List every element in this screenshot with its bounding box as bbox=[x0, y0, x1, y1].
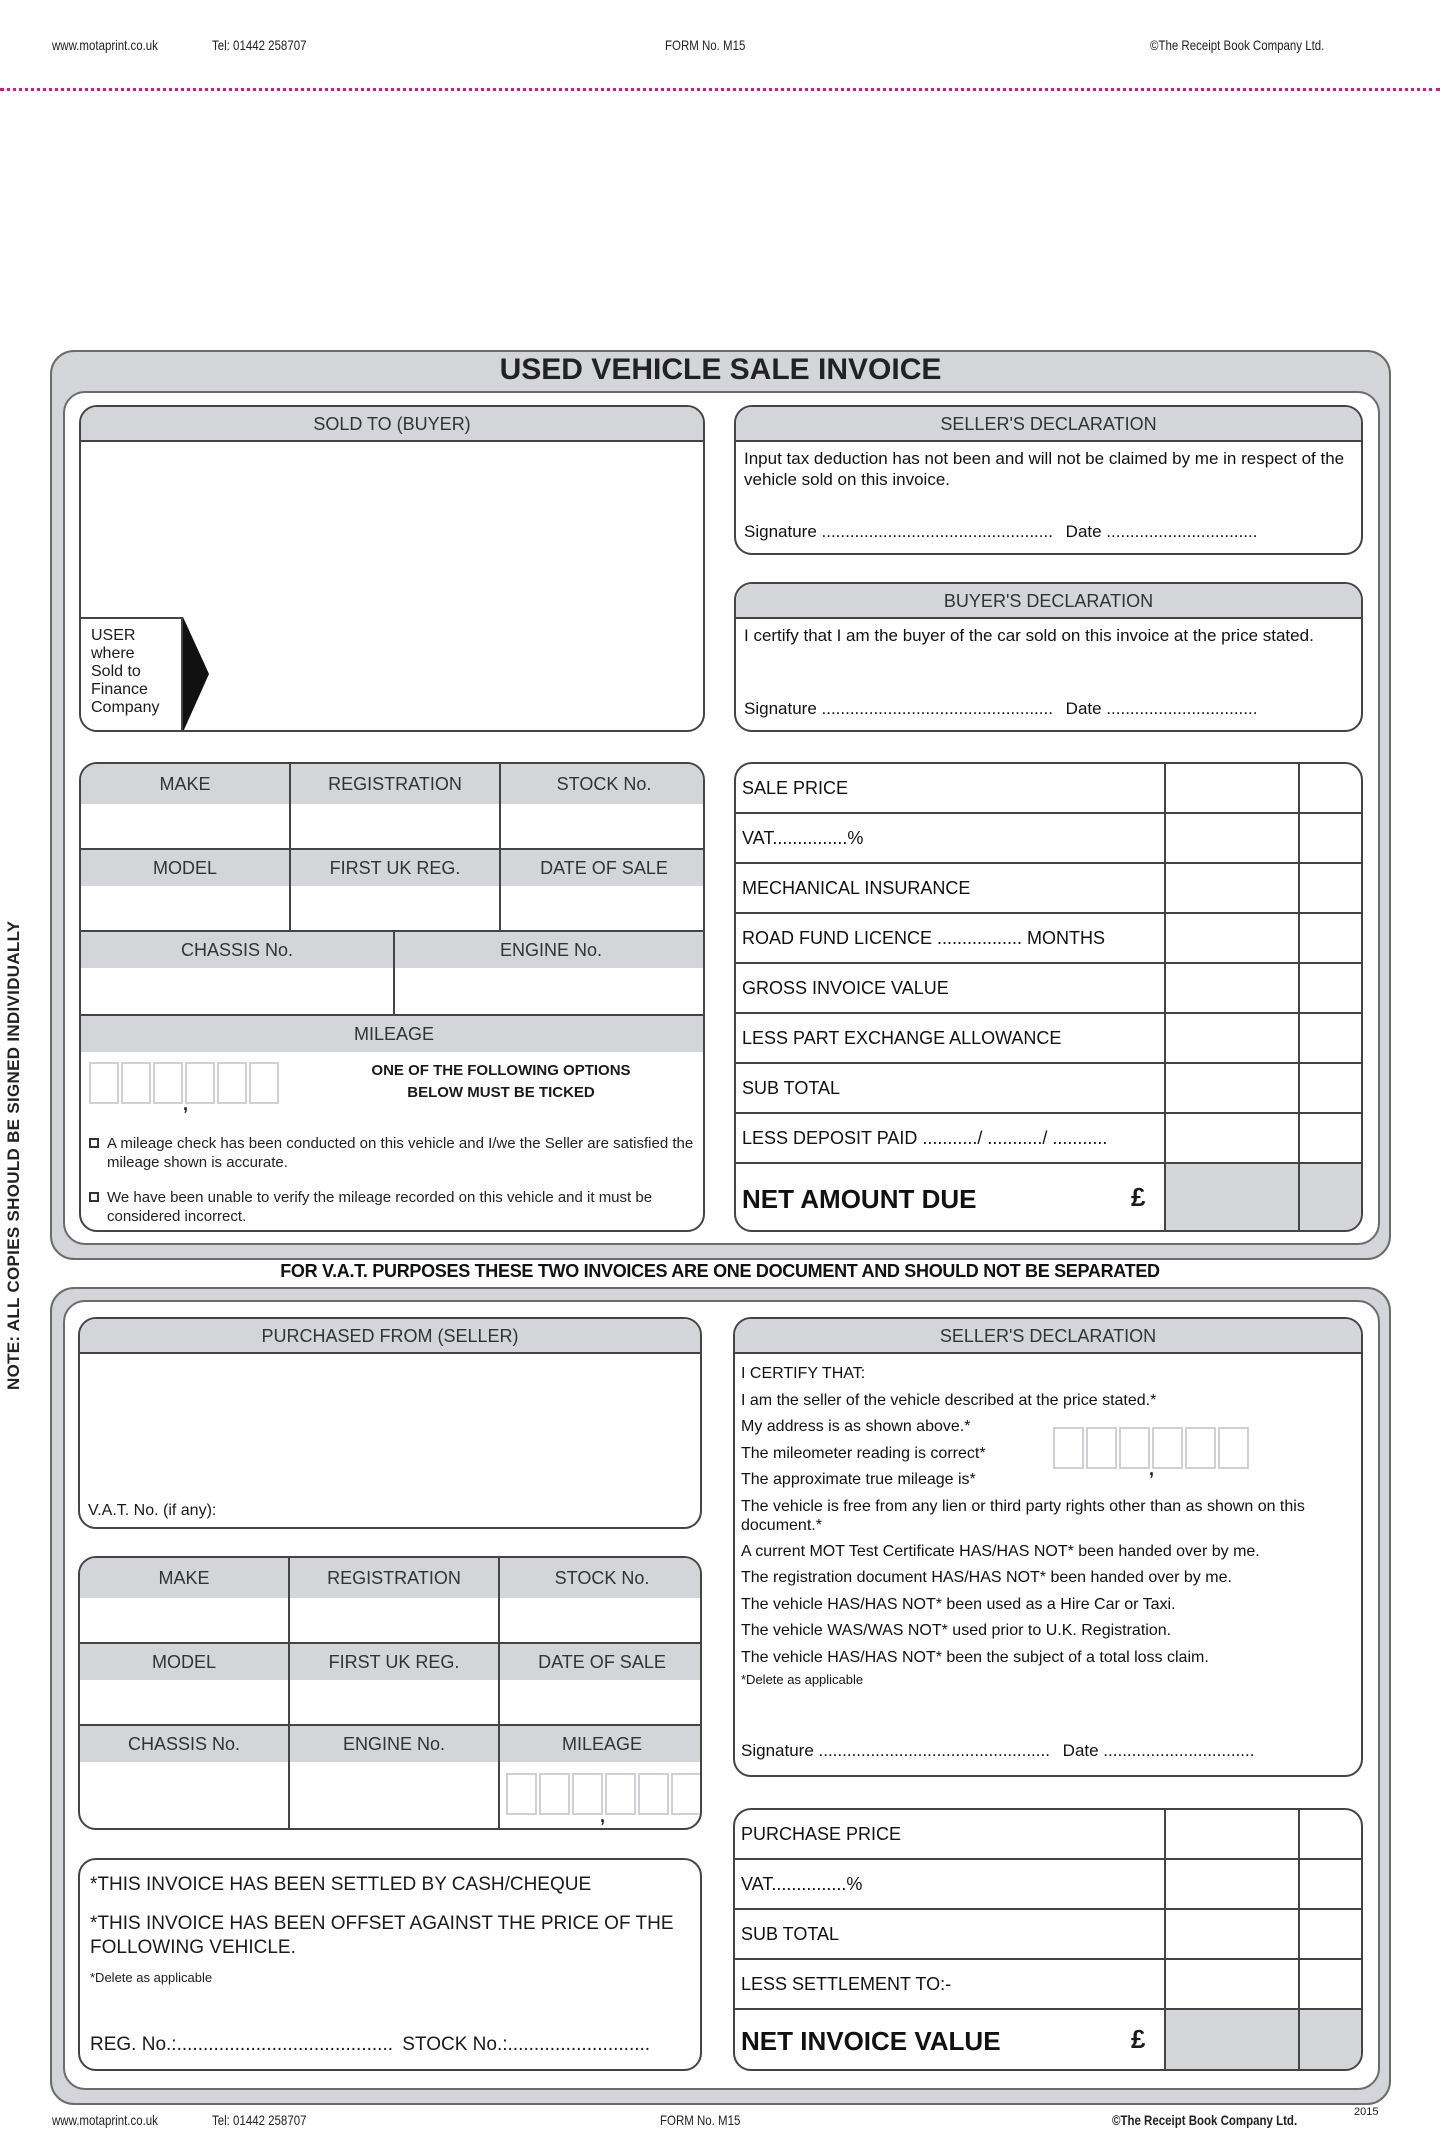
divider bbox=[288, 1558, 290, 1830]
first-uk-reg-label: FIRST UK REG. bbox=[291, 850, 499, 886]
footer-website: www.motaprint.co.uk bbox=[52, 2112, 158, 2128]
reg-stock-row[interactable] bbox=[90, 2034, 650, 2056]
mileage-option-verified[interactable] bbox=[85, 1134, 695, 1172]
make-field[interactable] bbox=[81, 804, 289, 848]
mileage-digit[interactable] bbox=[638, 1773, 669, 1815]
tab-line: USER bbox=[91, 627, 136, 644]
model-field[interactable] bbox=[81, 886, 289, 930]
date-of-sale-field[interactable] bbox=[500, 1680, 702, 1724]
cert-line: The mileometer reading is correct* bbox=[741, 1444, 986, 1462]
chassis-no-label: CHASSIS No. bbox=[80, 1726, 288, 1762]
cert-line: The vehicle is free from any lien or third party rights other than as shown on this document.* bbox=[741, 1497, 1305, 1534]
pound-sign: £ bbox=[1131, 1182, 1146, 1212]
sale-seller-declaration-text: Input tax deduction has not been and will not be claimed by me in respect of the vehicle sold on this invoice. bbox=[744, 449, 1345, 489]
date-of-sale-field[interactable] bbox=[501, 886, 705, 930]
cert-line: A current MOT Test Certificate HAS/HAS NOT* been handed over by me. bbox=[741, 1542, 1260, 1560]
cert-line: I CERTIFY THAT: bbox=[741, 1365, 866, 1382]
checkbox[interactable] bbox=[89, 1192, 99, 1202]
registration-label: REGISTRATION bbox=[290, 1558, 498, 1598]
engine-no-field[interactable] bbox=[395, 968, 705, 1014]
side-note: NOTE: ALL COPIES SHOULD BE SIGNED INDIVIDUALLY bbox=[4, 920, 23, 1390]
sold-to-buyer-box[interactable] bbox=[79, 405, 705, 732]
mileage-digit[interactable] bbox=[572, 1773, 603, 1815]
pence-column-divider bbox=[1298, 1810, 1300, 2071]
pounds-column-divider bbox=[1164, 1810, 1166, 2071]
offset-vehicle-line[interactable]: *THIS INVOICE HAS BEEN OFFSET AGAINST THE PRICE OF THE FOLLOWING VEHICLE. bbox=[90, 1913, 674, 1958]
registration-field[interactable] bbox=[290, 1598, 498, 1642]
checkbox[interactable] bbox=[89, 1138, 99, 1148]
model-field[interactable] bbox=[80, 1680, 288, 1724]
model-label: MODEL bbox=[80, 1644, 288, 1680]
mileage-option-unverified[interactable] bbox=[85, 1188, 695, 1226]
registration-label: REGISTRATION bbox=[291, 764, 499, 804]
price-row: LESS SETTLEMENT TO:- bbox=[735, 1960, 1361, 2010]
options-title-line: ONE OF THE FOLLOWING OPTIONS bbox=[371, 1062, 631, 1079]
date-field[interactable]: Date ................................ bbox=[1062, 1741, 1255, 1760]
invoice-title: USED VEHICLE SALE INVOICE bbox=[499, 353, 942, 386]
registration-field[interactable] bbox=[291, 804, 499, 848]
arrow-right-icon bbox=[183, 617, 213, 732]
price-row: ROAD FUND LICENCE ................. MONTHS bbox=[736, 914, 1361, 964]
tab-line: Company bbox=[91, 699, 160, 716]
divider bbox=[498, 1558, 500, 1830]
cert-line: The approximate true mileage is* bbox=[741, 1471, 976, 1488]
pound-sign: £ bbox=[1131, 2024, 1146, 2054]
footer-tel: Tel: 01442 258707 bbox=[212, 2112, 307, 2128]
header-copyright: ©The Receipt Book Company Ltd. bbox=[1150, 37, 1325, 53]
thousands-comma: , bbox=[183, 1094, 189, 1114]
mileage-digit[interactable] bbox=[1152, 1427, 1183, 1469]
options-title-line: BELOW MUST BE TICKED bbox=[407, 1084, 595, 1101]
settlement-box bbox=[78, 1858, 702, 2071]
price-row: LESS PART EXCHANGE ALLOWANCE bbox=[736, 1014, 1361, 1064]
signature-field[interactable]: Signature ................................................. bbox=[741, 1741, 1050, 1760]
price-row: SUB TOTAL bbox=[736, 1064, 1361, 1114]
sale-vehicle-details-box bbox=[79, 762, 705, 1232]
stock-no-field[interactable]: STOCK No.:........................... bbox=[402, 2034, 651, 2055]
chassis-no-field[interactable] bbox=[81, 968, 393, 1014]
mileage-digit[interactable] bbox=[217, 1062, 247, 1104]
mileage-digit[interactable] bbox=[249, 1062, 279, 1104]
mileage-digit[interactable] bbox=[153, 1062, 183, 1104]
buyer-signature-row[interactable] bbox=[744, 699, 1353, 719]
mileage-digit[interactable] bbox=[1053, 1427, 1084, 1469]
mileage-digit[interactable] bbox=[605, 1773, 636, 1815]
mileage-digit[interactable] bbox=[185, 1062, 215, 1104]
sale-price-table bbox=[734, 762, 1363, 1232]
price-row: PURCHASE PRICE bbox=[735, 1810, 1361, 1860]
footer-form-no: FORM No. M15 bbox=[660, 2112, 741, 2128]
price-row: VAT...............% bbox=[736, 814, 1361, 864]
signature-field[interactable]: Signature ................................................. bbox=[744, 522, 1053, 541]
chassis-no-field[interactable] bbox=[80, 1762, 288, 1830]
delete-note: *Delete as applicable bbox=[741, 1672, 864, 1687]
purchase-price-table bbox=[733, 1808, 1363, 2071]
purchase-seller-declaration-heading: SELLER'S DECLARATION bbox=[735, 1319, 1361, 1354]
mileage-digit[interactable] bbox=[539, 1773, 570, 1815]
pounds-column-divider bbox=[1164, 764, 1166, 1232]
tab-line: Finance bbox=[91, 681, 148, 698]
options-instructions bbox=[331, 1060, 671, 1104]
buyer-declaration-box bbox=[734, 582, 1363, 732]
mileage-digit[interactable] bbox=[121, 1062, 151, 1104]
first-uk-reg-field[interactable] bbox=[290, 1680, 498, 1724]
engine-no-label: ENGINE No. bbox=[290, 1726, 498, 1762]
chassis-no-label: CHASSIS No. bbox=[81, 932, 393, 968]
make-label: MAKE bbox=[80, 1558, 288, 1598]
purchase-seller-declaration-box bbox=[733, 1317, 1363, 1777]
delete-note: *Delete as applicable bbox=[90, 1970, 213, 1985]
mileage-options bbox=[85, 1134, 695, 1226]
option-text: We have been unable to verify the mileage recorded on this vehicle and it must be considered incorrect. bbox=[107, 1189, 653, 1225]
buyer-declaration-text: I certify that I am the buyer of the car sold on this invoice at the price stated. bbox=[744, 626, 1314, 645]
tab-line: where bbox=[91, 645, 135, 662]
option-text: A mileage check has been conducted on this vehicle and I/we the Seller are satisfied the mileage shown is accurate. bbox=[107, 1135, 694, 1171]
header-website: www.motaprint.co.uk bbox=[52, 37, 158, 53]
first-uk-reg-label: FIRST UK REG. bbox=[290, 1644, 498, 1680]
stock-no-label: STOCK No. bbox=[501, 764, 705, 804]
divider bbox=[499, 764, 501, 930]
settled-by-cash-line[interactable]: *THIS INVOICE HAS BEEN SETTLED BY CASH/CHEQUE bbox=[90, 1874, 592, 1895]
net-invoice-value-label: NET INVOICE VALUE bbox=[741, 2026, 1001, 2056]
mileage-digit[interactable] bbox=[1218, 1427, 1249, 1469]
make-field[interactable] bbox=[80, 1598, 288, 1642]
sale-seller-signature-row[interactable] bbox=[744, 522, 1353, 542]
price-row: SUB TOTAL bbox=[735, 1910, 1361, 1960]
mileage-label: MILEAGE bbox=[500, 1726, 702, 1762]
vat-separation-note: FOR V.A.T. PURPOSES THESE TWO INVOICES ARE ONE DOCUMENT AND SHOULD NOT BE SEPARATED bbox=[280, 1261, 1160, 1281]
certification-lines bbox=[741, 1361, 1351, 1689]
purchased-from-heading: PURCHASED FROM (SELLER) bbox=[80, 1319, 700, 1354]
purchase-vehicle-details-box bbox=[78, 1556, 702, 1830]
mileage-digit[interactable] bbox=[1119, 1427, 1150, 1469]
sold-to-heading: SOLD TO (BUYER) bbox=[81, 407, 703, 442]
cert-line: The vehicle HAS/HAS NOT* been used as a Hire Car or Taxi. bbox=[741, 1595, 1176, 1613]
divider bbox=[289, 764, 291, 930]
cert-line: The vehicle HAS/HAS NOT* been the subject of a total loss claim. bbox=[741, 1648, 1209, 1666]
stock-no-field[interactable] bbox=[500, 1598, 702, 1642]
first-uk-reg-field[interactable] bbox=[291, 886, 499, 930]
price-row: MECHANICAL INSURANCE bbox=[736, 864, 1361, 914]
engine-no-label: ENGINE No. bbox=[395, 932, 705, 968]
stock-no-field[interactable] bbox=[501, 804, 705, 848]
mileage-digit[interactable] bbox=[506, 1773, 537, 1815]
mileage-digit[interactable] bbox=[671, 1773, 702, 1815]
price-row: LESS DEPOSIT PAID .........../ .........../ ........... bbox=[736, 1114, 1361, 1164]
divider bbox=[393, 932, 395, 1014]
pence-column-divider bbox=[1298, 764, 1300, 1232]
footer-copyright: ©The Receipt Book Company Ltd. bbox=[1112, 2112, 1298, 2128]
sale-seller-declaration-heading: SELLER'S DECLARATION bbox=[736, 407, 1361, 442]
thousands-comma: , bbox=[1149, 1459, 1155, 1479]
thousands-comma: , bbox=[600, 1806, 606, 1826]
cert-line: The registration document HAS/HAS NOT* been handed over by me. bbox=[741, 1569, 1232, 1586]
finance-company-tab bbox=[81, 617, 183, 732]
mileage-digit[interactable] bbox=[89, 1062, 119, 1104]
tab-line: Sold to bbox=[91, 663, 141, 680]
make-label: MAKE bbox=[81, 764, 289, 804]
signature-field[interactable]: Signature ................................................. bbox=[744, 699, 1053, 718]
sale-seller-declaration-box bbox=[734, 405, 1363, 555]
net-amount-due-label: NET AMOUNT DUE bbox=[742, 1183, 977, 1214]
model-label: MODEL bbox=[81, 850, 289, 886]
date-of-sale-label: DATE OF SALE bbox=[500, 1644, 702, 1680]
purchased-from-box[interactable] bbox=[78, 1317, 702, 1529]
date-of-sale-label: DATE OF SALE bbox=[501, 850, 705, 886]
cert-line: My address is as shown above.* bbox=[741, 1418, 971, 1435]
header-tel: Tel: 01442 258707 bbox=[212, 37, 307, 53]
date-field[interactable]: Date ................................ bbox=[1065, 699, 1258, 718]
price-row: GROSS INVOICE VALUE bbox=[736, 964, 1361, 1014]
reg-no-field[interactable]: REG. No.:......................................... bbox=[90, 2034, 394, 2055]
purchase-seller-signature-row[interactable] bbox=[741, 1741, 1353, 1761]
mileage-digit[interactable] bbox=[1086, 1427, 1117, 1469]
date-field[interactable]: Date ................................ bbox=[1065, 522, 1258, 541]
buyer-declaration-heading: BUYER'S DECLARATION bbox=[736, 584, 1361, 619]
perforation-line bbox=[0, 88, 1440, 91]
stock-no-label: STOCK No. bbox=[500, 1558, 702, 1598]
price-row: SALE PRICE bbox=[736, 764, 1361, 814]
cert-line: The vehicle WAS/WAS NOT* used prior to U.K. Registration. bbox=[741, 1622, 1172, 1639]
price-row: VAT...............% bbox=[735, 1860, 1361, 1910]
header-form-no: FORM No. M15 bbox=[665, 37, 746, 53]
engine-no-field[interactable] bbox=[290, 1762, 498, 1830]
mileage-digit[interactable] bbox=[1185, 1427, 1216, 1469]
vat-no-label: V.A.T. No. (if any): bbox=[88, 1502, 217, 1519]
cert-line: I am the seller of the vehicle described at the price stated.* bbox=[741, 1391, 1157, 1409]
footer-year: 2015 bbox=[1354, 2106, 1379, 2118]
mileage-label: MILEAGE bbox=[81, 1016, 705, 1052]
